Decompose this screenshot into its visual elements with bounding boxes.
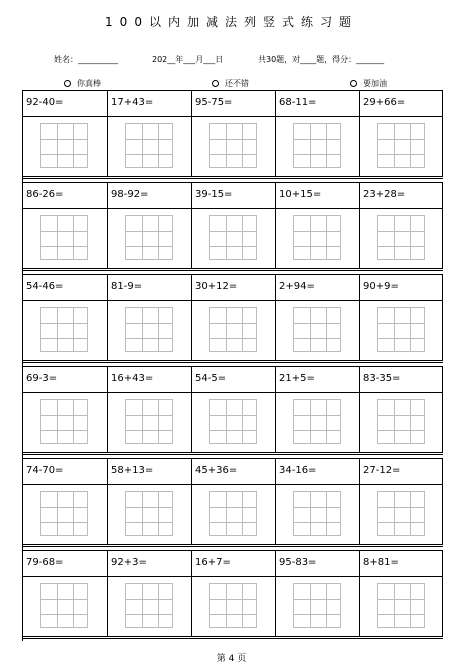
- row-separator: [23, 454, 443, 455]
- problem-cell: [275, 183, 359, 268]
- answer-divider: [108, 484, 191, 485]
- problem-row: [23, 274, 443, 361]
- answer-divider: [276, 300, 359, 301]
- vertical-calculation-grid: [209, 583, 257, 628]
- circle-icon: [212, 80, 219, 87]
- score-field: 共30题，对____题，得分：_______: [258, 55, 385, 64]
- vertical-calculation-grid: [40, 399, 88, 444]
- vertical-calculation-grid: [125, 491, 173, 536]
- answer-divider: [276, 576, 359, 577]
- grade-option-3: [350, 78, 387, 89]
- answer-divider: [360, 484, 443, 485]
- problem-text: 39-15=: [195, 189, 233, 200]
- vertical-calculation-grid: [209, 491, 257, 536]
- vertical-calculation-grid: [293, 215, 341, 260]
- row-separator: [23, 270, 443, 271]
- vertical-calculation-grid: [209, 307, 257, 352]
- problem-text: 23+28=: [363, 189, 406, 200]
- answer-divider: [276, 208, 359, 209]
- vertical-calculation-grid: [40, 583, 88, 628]
- problem-cell: [359, 551, 443, 636]
- vertical-calculation-grid: [125, 399, 173, 444]
- answer-divider: [108, 300, 191, 301]
- vertical-calculation-grid: [377, 123, 425, 168]
- answer-divider: [108, 392, 191, 393]
- problem-cell: [275, 459, 359, 544]
- vertical-calculation-grid: [377, 491, 425, 536]
- answer-divider: [360, 208, 443, 209]
- problem-text: 92+3=: [111, 557, 147, 568]
- answer-divider: [23, 576, 107, 577]
- grade-label: 你真棒: [77, 79, 101, 88]
- answer-divider: [23, 392, 107, 393]
- answer-divider: [192, 300, 275, 301]
- problem-text: 69-3=: [26, 373, 58, 384]
- answer-divider: [276, 116, 359, 117]
- problem-cell: [23, 183, 107, 268]
- problem-grid: [22, 90, 444, 641]
- problem-text: 90+9=: [363, 281, 399, 292]
- answer-divider: [360, 392, 443, 393]
- problem-text: 34-16=: [279, 465, 317, 476]
- problem-cell: [107, 367, 191, 452]
- problem-cell: [191, 551, 275, 636]
- vertical-calculation-grid: [293, 399, 341, 444]
- problem-text: 16+43=: [111, 373, 154, 384]
- problem-cell: [275, 367, 359, 452]
- vertical-calculation-grid: [209, 399, 257, 444]
- vertical-calculation-grid: [125, 307, 173, 352]
- problem-text: 8+81=: [363, 557, 399, 568]
- problem-cell: [359, 459, 443, 544]
- vertical-calculation-grid: [377, 399, 425, 444]
- page-number: 第 4 页: [216, 654, 247, 664]
- problem-text: 58+13=: [111, 465, 154, 476]
- problem-text: 17+43=: [111, 97, 154, 108]
- vertical-calculation-grid: [293, 583, 341, 628]
- problem-cell: [275, 275, 359, 360]
- vertical-calculation-grid: [125, 583, 173, 628]
- problem-cell: [191, 91, 275, 176]
- date-field: 202__年___月___日: [152, 55, 224, 64]
- problem-text: 83-35=: [363, 373, 401, 384]
- problem-cell: [191, 275, 275, 360]
- answer-divider: [360, 300, 443, 301]
- answer-divider: [23, 208, 107, 209]
- row-separator: [23, 362, 443, 363]
- vertical-calculation-grid: [293, 123, 341, 168]
- problem-text: 81-9=: [111, 281, 143, 292]
- problem-cell: [23, 551, 107, 636]
- answer-divider: [23, 116, 107, 117]
- vertical-calculation-grid: [209, 123, 257, 168]
- answer-divider: [108, 576, 191, 577]
- answer-divider: [276, 392, 359, 393]
- problem-text: 30+12=: [195, 281, 238, 292]
- problem-text: 29+66=: [363, 97, 406, 108]
- answer-divider: [192, 484, 275, 485]
- problem-cell: [359, 367, 443, 452]
- problem-cell: [275, 551, 359, 636]
- problem-text: 45+36=: [195, 465, 238, 476]
- answer-divider: [192, 576, 275, 577]
- answer-divider: [276, 484, 359, 485]
- problem-cell: [359, 183, 443, 268]
- answer-divider: [360, 576, 443, 577]
- problem-cell: [23, 275, 107, 360]
- problem-cell: [191, 459, 275, 544]
- problem-cell: [107, 459, 191, 544]
- problem-text: 21+5=: [279, 373, 315, 384]
- problem-row: [23, 90, 443, 177]
- vertical-calculation-grid: [40, 215, 88, 260]
- problem-cell: [23, 91, 107, 176]
- circle-icon: [350, 80, 357, 87]
- problem-cell: [275, 91, 359, 176]
- answer-divider: [192, 208, 275, 209]
- row-separator: [23, 638, 443, 639]
- grade-option-2: [212, 78, 249, 89]
- answer-divider: [23, 300, 107, 301]
- vertical-calculation-grid: [377, 307, 425, 352]
- answer-divider: [108, 116, 191, 117]
- problem-text: 95-83=: [279, 557, 317, 568]
- problem-cell: [191, 183, 275, 268]
- problem-cell: [23, 459, 107, 544]
- vertical-calculation-grid: [40, 307, 88, 352]
- problem-cell: [23, 367, 107, 452]
- problem-text: 16+7=: [195, 557, 231, 568]
- problem-text: 79-68=: [26, 557, 64, 568]
- answer-divider: [360, 116, 443, 117]
- problem-row: [23, 458, 443, 545]
- vertical-calculation-grid: [40, 491, 88, 536]
- vertical-calculation-grid: [377, 215, 425, 260]
- problem-cell: [107, 91, 191, 176]
- answer-divider: [192, 392, 275, 393]
- vertical-calculation-grid: [293, 307, 341, 352]
- problem-cell: [359, 91, 443, 176]
- vertical-calculation-grid: [293, 491, 341, 536]
- vertical-calculation-grid: [209, 215, 257, 260]
- answer-divider: [23, 484, 107, 485]
- problem-text: 68-11=: [279, 97, 317, 108]
- grade-label: 还不错: [225, 79, 249, 88]
- problem-row: [23, 182, 443, 269]
- problem-text: 54-46=: [26, 281, 64, 292]
- row-separator: [23, 178, 443, 179]
- problem-cell: [107, 183, 191, 268]
- problem-text: 10+15=: [279, 189, 322, 200]
- problem-cell: [359, 275, 443, 360]
- problem-text: 27-12=: [363, 465, 401, 476]
- page-title: 100以内加减法列竖式练习题: [105, 15, 358, 29]
- answer-divider: [192, 116, 275, 117]
- grade-option-1: [64, 78, 101, 89]
- problem-text: 95-75=: [195, 97, 233, 108]
- vertical-calculation-grid: [40, 123, 88, 168]
- row-separator: [23, 546, 443, 547]
- problem-row: [23, 550, 443, 637]
- problem-text: 2+94=: [279, 281, 315, 292]
- grade-label: 要加油: [363, 79, 387, 88]
- name-field: 姓名：__________: [54, 55, 118, 64]
- circle-icon: [64, 80, 71, 87]
- problem-cell: [107, 275, 191, 360]
- problem-text: 54-5=: [195, 373, 227, 384]
- vertical-calculation-grid: [377, 583, 425, 628]
- problem-row: [23, 366, 443, 453]
- problem-cell: [107, 551, 191, 636]
- vertical-calculation-grid: [125, 215, 173, 260]
- problem-text: 86-26=: [26, 189, 64, 200]
- problem-cell: [191, 367, 275, 452]
- problem-text: 92-40=: [26, 97, 64, 108]
- problem-text: 98-92=: [111, 189, 149, 200]
- problem-text: 74-70=: [26, 465, 64, 476]
- answer-divider: [108, 208, 191, 209]
- vertical-calculation-grid: [125, 123, 173, 168]
